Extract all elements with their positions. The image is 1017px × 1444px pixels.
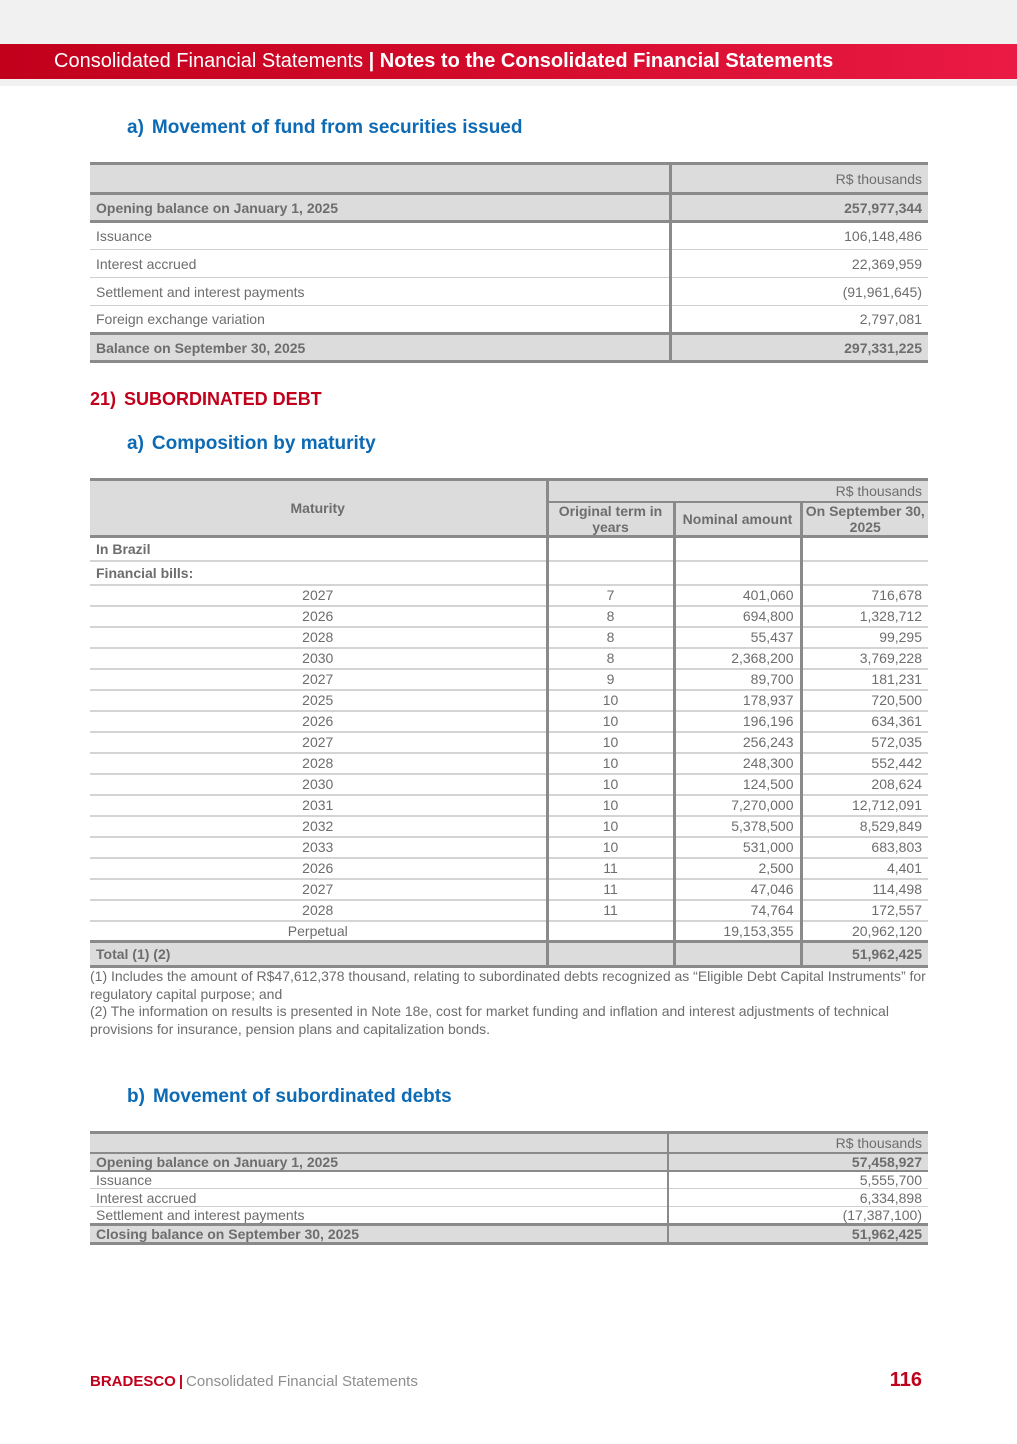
balance-cell: 552,442 [801,753,928,774]
nominal-cell: 7,270,000 [674,795,801,816]
nominal-cell: 401,060 [674,585,801,606]
balance-cell: 172,557 [801,900,928,921]
empty-cell [674,942,801,967]
units-header: R$ thousands [670,164,928,194]
maturity-cell: 2032 [90,816,547,837]
maturity-row [90,669,928,690]
nominal-cell: 55,437 [674,627,801,648]
nominal-cell: 531,000 [674,837,801,858]
balance-cell: 20,962,120 [801,921,928,942]
maturity-cell: Perpetual [90,921,547,942]
nominal-cell: 74,764 [674,900,801,921]
term-cell: 8 [547,648,674,669]
maturity-cell: 2028 [90,900,547,921]
units-header: R$ thousands [668,1133,928,1153]
maturity-row [90,606,928,627]
group-label: In Brazil [90,537,547,561]
group-row-financial-bills [90,561,928,585]
empty-cell [801,561,928,585]
balance-cell: 99,295 [801,627,928,648]
balance-cell: 683,803 [801,837,928,858]
group-row-in-brazil [90,537,928,561]
term-cell: 10 [547,837,674,858]
row-value: 106,148,486 [670,222,928,250]
term-cell: 10 [547,816,674,837]
maturity-cell: 2027 [90,585,547,606]
term-cell: 11 [547,879,674,900]
composition-heading [127,433,376,455]
header-blank-cell [90,1133,668,1153]
nominal-cell: 196,196 [674,711,801,732]
page-header-band [0,44,1017,79]
row-value: 6,334,898 [668,1189,928,1207]
row-value: 57,458,927 [668,1153,928,1171]
maturity-cell: 2026 [90,858,547,879]
header-separator: | [368,50,375,72]
maturity-row [90,585,928,606]
table-row [90,1171,928,1189]
maturity-cell: 2031 [90,795,547,816]
composition-by-maturity-table [90,478,928,968]
maturity-cell: 2033 [90,837,547,858]
heading-text: Movement of fund from securities issued [151,117,523,138]
nominal-cell: 2,368,200 [674,648,801,669]
maturity-row [90,879,928,900]
table-header-row [90,480,928,502]
header-left-title: Consolidated Financial Statements [54,50,364,72]
maturity-row [90,795,928,816]
nominal-cell: 124,500 [674,774,801,795]
term-cell: 11 [547,900,674,921]
maturity-cell: 2028 [90,627,547,648]
balance-cell: 720,500 [801,690,928,711]
row-label: Settlement and interest payments [90,1207,668,1225]
maturity-row [90,858,928,879]
heading-label: a) [127,433,144,454]
heading-label: a) [127,117,144,138]
total-row [90,942,928,967]
footer-separator: | [178,1373,184,1390]
table-row [90,1207,928,1225]
row-label: Foreign exchange variation [90,306,670,334]
group-label: Financial bills: [90,561,547,585]
maturity-row [90,816,928,837]
heading-label: b) [127,1086,145,1107]
maturity-cell: 2028 [90,753,547,774]
empty-cell [547,561,674,585]
term-cell: 10 [547,711,674,732]
maturity-row [90,900,928,921]
composition-footnotes [90,968,930,1038]
table-row [90,278,928,306]
brand-name: BRADESCO [90,1373,176,1390]
maturity-row [90,648,928,669]
maturity-row [90,837,928,858]
footnote-1: (1) Includes the amount of R$47,612,378 thousand, relating to subordinated debts recognized as “Eligible Debt Capital Instruments” for regulatory capital purpose; and [90,968,926,1002]
nominal-cell: 19,153,355 [674,921,801,942]
row-value: 257,977,344 [670,194,928,222]
maturity-cell: 2027 [90,669,547,690]
total-label: Total (1) (2) [90,942,547,967]
total-value: 51,962,425 [801,942,928,967]
row-label: Interest accrued [90,1189,668,1207]
empty-cell [547,537,674,561]
maturity-column-header: Maturity [90,480,547,537]
nominal-cell: 694,800 [674,606,801,627]
row-label: Opening balance on January 1, 2025 [90,1153,668,1171]
balance-cell: 572,035 [801,732,928,753]
header-blank-cell [90,164,670,194]
term-cell [547,921,674,942]
table-header-row [90,1133,928,1153]
row-label: Opening balance on January 1, 2025 [90,194,670,222]
nominal-cell: 89,700 [674,669,801,690]
balance-cell: 716,678 [801,585,928,606]
nominal-cell: 2,500 [674,858,801,879]
table-row [90,250,928,278]
section-number: 21) [90,389,117,409]
nominal-cell: 5,378,500 [674,816,801,837]
balance-column-header: On September 30, 2025 [801,502,928,537]
term-cell: 11 [547,858,674,879]
row-value: 22,369,959 [670,250,928,278]
term-column-header: Original term in years [547,502,674,537]
balance-cell: 4,401 [801,858,928,879]
term-cell: 7 [547,585,674,606]
empty-cell [674,537,801,561]
balance-cell: 8,529,849 [801,816,928,837]
row-label: Balance on September 30, 2025 [90,334,670,362]
balance-cell: 3,769,228 [801,648,928,669]
page-number: 116 [889,1369,922,1391]
maturity-cell: 2026 [90,606,547,627]
maturity-cell: 2030 [90,648,547,669]
row-label: Issuance [90,1171,668,1189]
table-row [90,1153,928,1171]
units-header: R$ thousands [547,480,928,502]
row-value: 5,555,700 [668,1171,928,1189]
balance-cell: 114,498 [801,879,928,900]
term-cell: 10 [547,690,674,711]
maturity-row [90,711,928,732]
page-footer [90,1373,418,1390]
row-value: 2,797,081 [670,306,928,334]
section-21-heading [90,389,322,410]
balance-cell: 208,624 [801,774,928,795]
header-underline [0,79,1017,86]
subordinated-movement-table [90,1131,928,1245]
table-row [90,306,928,334]
term-cell: 8 [547,627,674,648]
term-cell: 10 [547,732,674,753]
row-label: Settlement and interest payments [90,278,670,306]
maturity-row [90,627,928,648]
maturity-row [90,690,928,711]
nominal-cell: 248,300 [674,753,801,774]
empty-cell [801,537,928,561]
row-value: 297,331,225 [670,334,928,362]
maturity-cell: 2026 [90,711,547,732]
term-cell: 10 [547,753,674,774]
securities-movement-heading [127,117,522,139]
maturity-cell: 2027 [90,879,547,900]
heading-text: Movement of subordinated debts [152,1086,452,1107]
maturity-cell: 2030 [90,774,547,795]
term-cell: 9 [547,669,674,690]
table-header-row [90,164,928,194]
balance-cell: 1,328,712 [801,606,928,627]
row-value: (17,387,100) [668,1207,928,1225]
section-title: SUBORDINATED DEBT [124,389,322,409]
securities-movement-table [90,162,928,363]
row-label: Interest accrued [90,250,670,278]
empty-cell [674,561,801,585]
nominal-cell: 178,937 [674,690,801,711]
balance-cell: 634,361 [801,711,928,732]
row-label: Closing balance on September 30, 2025 [90,1225,668,1244]
footnote-2: (2) The information on results is presented in Note 18e, cost for market funding and inflation and interest adjustments of technical provisions for insurance, pension plans and capitalization bonds. [90,1003,889,1037]
maturity-row [90,753,928,774]
maturity-row [90,774,928,795]
term-cell: 8 [547,606,674,627]
nominal-column-header: Nominal amount [674,502,801,537]
term-cell: 10 [547,774,674,795]
top-margin [0,0,1017,44]
subordinated-movement-heading [127,1086,452,1108]
nominal-cell: 256,243 [674,732,801,753]
maturity-row [90,732,928,753]
maturity-row [90,921,928,942]
table-row [90,1225,928,1244]
heading-text: Composition by maturity [151,433,376,454]
table-row [90,222,928,250]
header-right-title: Notes to the Consolidated Financial Statements [379,50,834,72]
footer-doc-title: Consolidated Financial Statements [186,1373,418,1390]
row-value: (91,961,645) [670,278,928,306]
table-row [90,334,928,362]
balance-cell: 181,231 [801,669,928,690]
table-row [90,1189,928,1207]
balance-cell: 12,712,091 [801,795,928,816]
nominal-cell: 47,046 [674,879,801,900]
empty-cell [547,942,674,967]
row-value: 51,962,425 [668,1225,928,1244]
maturity-cell: 2025 [90,690,547,711]
term-cell: 10 [547,795,674,816]
row-label: Issuance [90,222,670,250]
maturity-cell: 2027 [90,732,547,753]
table-row [90,194,928,222]
